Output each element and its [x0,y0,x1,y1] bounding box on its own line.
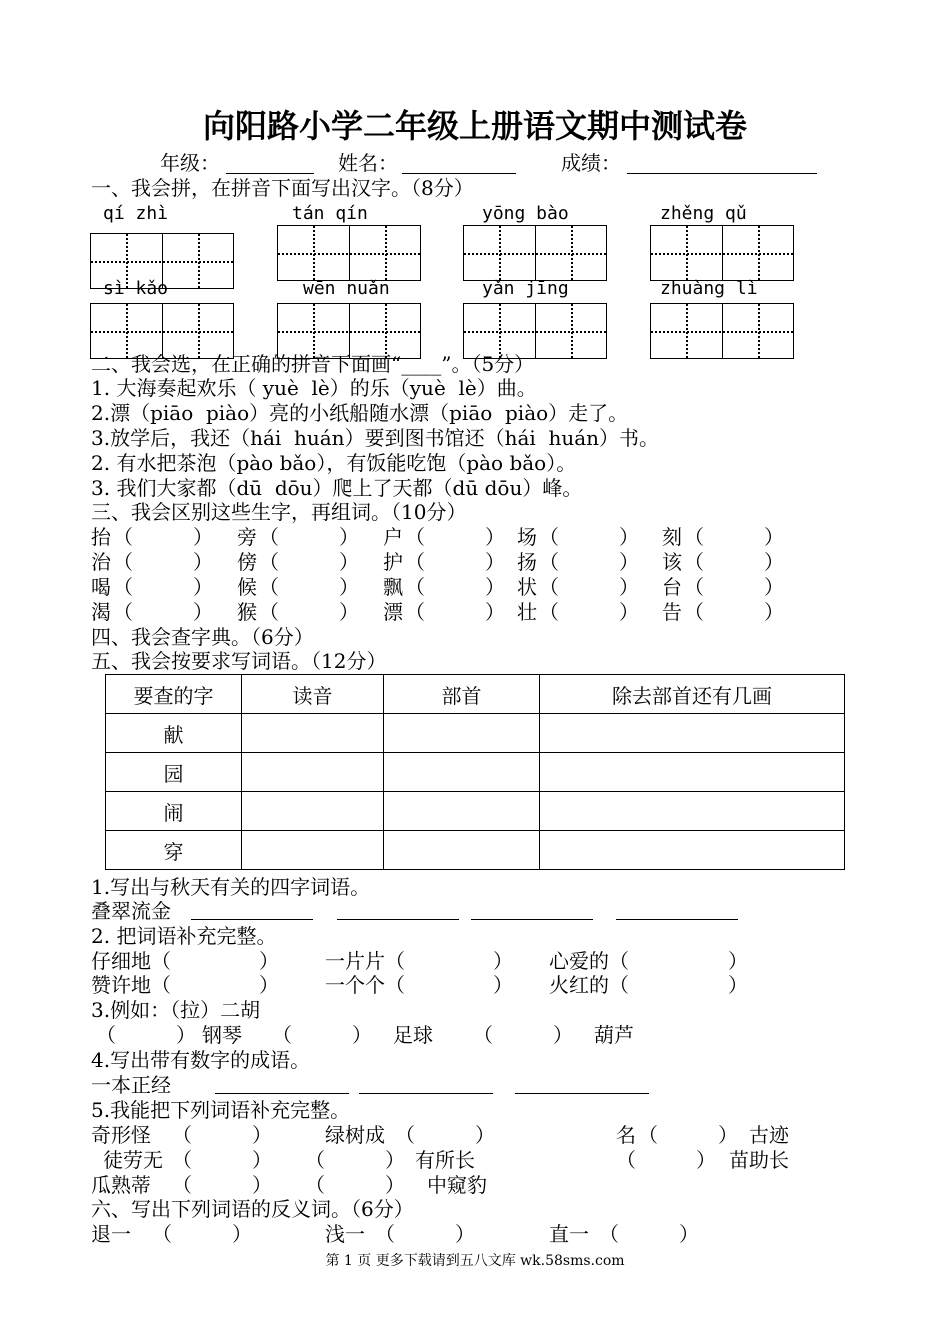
page-footer: 第 1 页 更多下载请到五八文库 wk.58sms.com [325,1253,625,1269]
section3-heading: 三、我会区别这些生字，再组词。（10分） [91,500,467,524]
name-blank[interactable] [402,173,516,174]
char: 壮 [517,600,537,624]
blank-paren[interactable]: （ ） [113,575,213,599]
table-char: 献 [106,714,242,753]
answer-cell[interactable] [242,753,384,792]
blank-paren[interactable]: （ ） [113,550,213,574]
word-item: 中窥豹 [427,1173,487,1197]
table-header: 除去部首还有几画 [540,675,845,714]
blank-paren[interactable]: （ ） [259,525,359,549]
word-item: 苗助长 [729,1148,789,1172]
writing-grid[interactable] [463,225,607,281]
pinyin-label: sì kǎo [103,278,169,299]
blank-paren[interactable]: （ ） [305,1148,405,1172]
blank-paren[interactable]: （ ） [405,525,505,549]
table-header-row [106,675,845,714]
paren-close: ） [493,973,513,997]
word-item: 一片片（ [325,949,405,973]
blank-paren[interactable]: （ ） [259,575,359,599]
table-row [106,714,845,753]
word-item: 火红的（ [549,973,629,997]
char: 渴 [91,600,111,624]
answer-blank[interactable] [515,1093,649,1094]
word-item: 绿树成 [325,1123,385,1147]
blank-paren[interactable]: （ ） [113,600,213,624]
paren-close: ） [728,949,748,973]
answer-cell[interactable] [384,831,540,870]
writing-grid[interactable] [650,225,794,281]
paren-close: ） [728,973,748,997]
writing-grid[interactable] [277,225,421,281]
char: 台 [662,575,682,599]
blank-paren[interactable]: （ ） [684,550,784,574]
q3-prompt: 3.例如：（拉）二胡 [91,998,261,1022]
table-header: 部首 [384,675,540,714]
blank-paren[interactable]: （ ） [172,1148,272,1172]
char: 猴 [237,600,257,624]
question-line: 2. 有水把茶泡（pào bǎo），有饭能吃饱（pào bǎo）。 [91,451,577,475]
table-header: 要查的字 [106,675,242,714]
writing-grid[interactable] [90,303,234,359]
word-item: 一个个（ [325,973,405,997]
table-char: 闹 [106,792,242,831]
answer-cell[interactable] [540,792,845,831]
blank-paren[interactable]: （ ） [599,1222,699,1246]
blank-paren[interactable]: （ ） [405,575,505,599]
char: 喝 [91,575,111,599]
char: 旁 [237,525,257,549]
char: 状 [517,575,537,599]
char: 抬 [91,525,111,549]
word-item: 瓜熟蒂 [91,1173,151,1197]
score-label: 成绩： [561,151,621,175]
pinyin-label: yōng bào [482,203,569,224]
word-item: 有所长 [415,1148,475,1172]
blank-paren[interactable]: （ ） [684,575,784,599]
blank-paren[interactable]: （ ） [172,1123,272,1147]
pinyin-label: zhuàng lì [660,278,758,299]
table-char: 园 [106,753,242,792]
blank-paren[interactable]: （ ） [113,525,213,549]
section4-heading: 四、我会查字典。（6分） [91,625,314,649]
q4-example: 一本正经 [91,1073,171,1097]
blank-paren[interactable]: （ ） [539,600,639,624]
q5-prompt: 5.我能把下列词语补充完整。 [91,1098,351,1122]
char: 该 [662,550,682,574]
word-item: 名 [616,1123,636,1147]
question-line: 1. 大海奏起欢乐（ yuè lè）的乐（yuè lè）曲。 [91,376,537,400]
dictionary-table [105,674,845,870]
word-item: 赞许地（ [91,973,171,997]
word-item: 足球 [393,1023,433,1047]
answer-blank[interactable] [359,1093,493,1094]
paren-close: ） [493,949,513,973]
q2-prompt: 2. 把词语补充完整。 [91,924,277,948]
section2-heading: 二、我会选，在正确的拼音下面画“____”。（5分） [91,352,535,376]
word-item: 浅一 [325,1222,365,1246]
blank-paren[interactable]: （ ） [305,1173,405,1197]
answer-cell[interactable] [242,792,384,831]
paren-close: ） [259,973,279,997]
q1-prompt: 1.写出与秋天有关的四字词语。 [91,875,371,899]
question-line: 2.漂（piāo piào）亮的小纸船随水漂（piāo piào）走了。 [91,401,629,425]
char: 护 [383,550,403,574]
pinyin-label: yǎn jīng [482,278,569,299]
page-title: 向阳路小学二年级上册语文期中测试卷 [202,107,747,145]
char: 候 [237,575,257,599]
word-item: 古迹 [749,1123,789,1147]
writing-grid[interactable] [463,303,607,359]
word-item: 仔细地（ [91,949,171,973]
pinyin-label: tán qín [292,203,368,224]
char: 告 [662,600,682,624]
answer-cell[interactable] [384,792,540,831]
table-row [106,831,845,870]
answer-cell[interactable] [242,714,384,753]
blank-paren[interactable]: （ ） [152,1222,252,1246]
blank-paren[interactable]: （ ） [616,1148,716,1172]
answer-blank[interactable] [471,919,593,920]
grade-label: 年级： [160,151,220,175]
char: 漂 [383,600,403,624]
section5-heading: 五、我会按要求写词语。（12分） [91,649,387,673]
section1-heading: 一、我会拼，在拼音下面写出汉字。（8分） [91,176,474,200]
char: 飘 [383,575,403,599]
blank-paren[interactable]: （ ） [539,525,639,549]
blank-paren[interactable]: （ ） [684,525,784,549]
q1-example: 叠翠流金 [91,899,171,923]
answer-blank[interactable] [337,919,459,920]
pinyin-label: qí zhì [103,203,169,224]
question-line: 3. 我们大家都（dū dōu）爬上了天都（dū dōu）峰。 [91,476,583,500]
answer-cell[interactable] [540,753,845,792]
grade-blank[interactable] [226,173,314,174]
blank-paren[interactable]: （ ） [272,1023,372,1047]
char: 扬 [517,550,537,574]
answer-blank[interactable] [191,919,313,920]
word-item: 徒劳无 [103,1148,163,1172]
word-item: 退一 [91,1222,131,1246]
blank-paren[interactable]: （ ） [395,1123,495,1147]
writing-grid[interactable] [650,303,794,359]
pinyin-label: zhěng qǔ [660,203,747,224]
word-item: 葫芦 [594,1023,634,1047]
answer-blank[interactable] [616,919,738,920]
blank-paren[interactable]: （ ） [259,550,359,574]
char: 场 [517,525,537,549]
answer-cell[interactable] [540,714,845,753]
blank-paren[interactable]: （ ） [405,600,505,624]
word-item: 奇形怪 [91,1123,151,1147]
answer-cell[interactable] [242,831,384,870]
paren-close: ） [259,949,279,973]
q4-prompt: 4.写出带有数字的成语。 [91,1048,311,1072]
writing-grid[interactable] [277,303,421,359]
blank-paren[interactable]: （ ） [684,600,784,624]
table-header: 读音 [242,675,384,714]
answer-cell[interactable] [540,831,845,870]
blank-paren[interactable]: （ ） [172,1173,272,1197]
word-item: 心爱的（ [549,949,629,973]
blank-paren[interactable]: （ ） [96,1023,196,1047]
char: 治 [91,550,111,574]
blank-paren[interactable]: （ ） [405,550,505,574]
blank-paren[interactable]: （ ） [473,1023,573,1047]
blank-paren[interactable]: （ ） [539,550,639,574]
score-blank[interactable] [627,173,817,174]
blank-paren[interactable]: （ ） [539,575,639,599]
section6-heading: 六、写出下列词语的反义词。（6分） [91,1197,414,1221]
char: 傍 [237,550,257,574]
table-char: 穿 [106,831,242,870]
word-item: 直一 [549,1222,589,1246]
pinyin-label: wēn nuǎn [303,278,390,299]
blank-paren[interactable]: （ ） [375,1222,475,1246]
table-row [106,753,845,792]
char: 户 [383,525,403,549]
question-line: 3.放学后，我还（hái huán）要到图书馆还（hái huán）书。 [91,426,660,450]
answer-cell[interactable] [384,714,540,753]
answer-cell[interactable] [384,753,540,792]
char: 刻 [662,525,682,549]
word-item: 钢琴 [202,1023,242,1047]
blank-paren[interactable]: （ ） [638,1123,738,1147]
answer-blank[interactable] [215,1093,349,1094]
table-row [106,792,845,831]
blank-paren[interactable]: （ ） [259,600,359,624]
name-label: 姓名： [338,151,398,175]
